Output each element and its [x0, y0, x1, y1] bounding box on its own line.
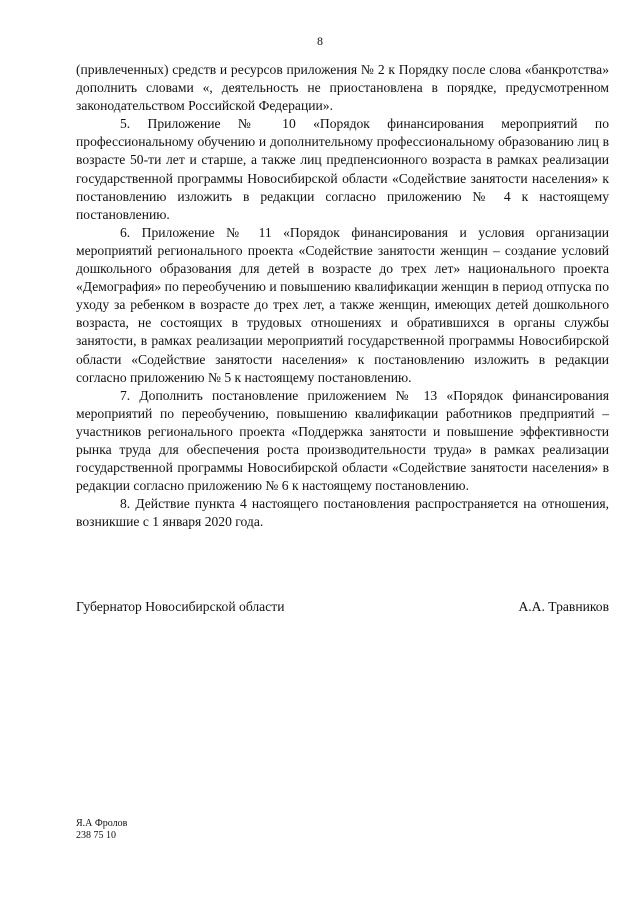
paragraph-item-5: 5. Приложение № 10 «Порядок финансирования мероприятий по профессиональному обучению и дополнительному профессиональному образованию лиц в возрасте 50-ти лет и старше, а также лиц предпенсионного возраста в рамках реализации государственной программы Новосибирской области «Содействие занятости населения» к постановлению изложить в редакции согласно приложению № 4 к настоящему постановлению. [76, 116, 609, 222]
signature-block [76, 598, 609, 616]
paragraph-continuation: (привлеченных) средств и ресурсов приложения № 2 к Порядку после слова «банкротства» дополнить словами «, деятельность не приостановлена в порядке, предусмотренном законодательством Российской Федерации». [76, 62, 609, 114]
signatory-position: Губернатор Новосибирской области [76, 599, 285, 614]
paragraph-item-7: 7. Дополнить постановление приложением № 13 «Порядок финансирования мероприятий по переобучению, повышению квалификации работников предприятий – участников регионального проекта «Поддержка занятости и повышение эффективности рынка труда для обеспечения роста производительности труда» в рамках реализации государственной программы Новосибирской области «Содействие занятости населения» в редакции согласно приложению № 6 к настоящему постановлению. [76, 387, 609, 494]
executor-footer [76, 818, 127, 842]
signatory-name: А.А. Травников [518, 599, 609, 614]
document-body [76, 61, 609, 531]
page-number: 8 [317, 34, 323, 48]
executor-phone: 238 75 10 [76, 830, 116, 841]
paragraph-item-6: 6. Приложение № 11 «Порядок финансирования и условия организации мероприятий регионального проекта «Содействие занятости женщин – создание условий дошкольного образования для детей в возрасте до трех лет» национального проекта «Демография» по переобучению и повышению квалификации женщин в период отпуска по уходу за ребенком в возрасте до трех лет, а также женщин, имеющих детей дошкольного возраста, не состоящих в трудовых отношениях и обратившихся в органы службы занятости, в рамках реализации мероприятий государственной программы Новосибирской области «Содействие занятости населения» к постановлению изложить в редакции согласно приложению № 5 к настоящему постановлению. [76, 224, 609, 385]
executor-name: Я.А Фролов [76, 818, 128, 829]
paragraph-item-8: 8. Действие пункта 4 настоящего постановления распространяется на отношения, возникшие с 1 января 2020 года. [76, 496, 609, 530]
